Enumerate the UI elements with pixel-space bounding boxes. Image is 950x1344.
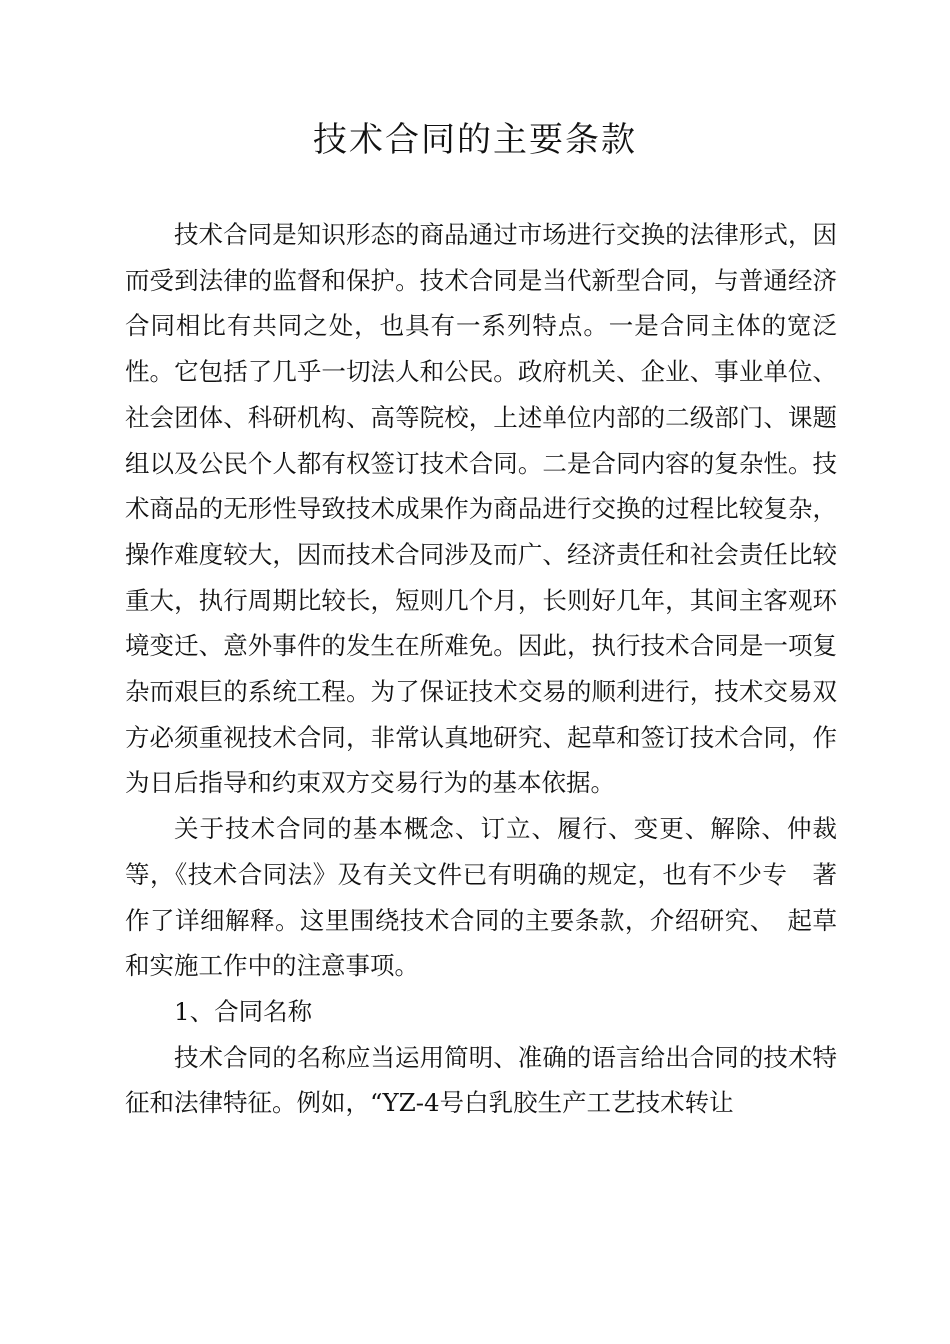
paragraph-contract-name: 技术合同的名称应当运用简明、准确的语言给出合同的技术特征和法律特征。例如，“YZ-4号白乳胶生产工艺技术转让 bbox=[125, 1042, 837, 1118]
page-title: 技术合同的主要条款 bbox=[313, 120, 637, 160]
document-body bbox=[125, 212, 837, 1126]
paragraph-intro: 技术合同是知识形态的商品通过市场进行交换的法律形式，因而受到法律的监督和保护。技术合同是当代新型合同，与普通经济合同相比有共同之处，也具有一系列特点。一是合同主体的宽泛性。它包括了几乎一切法人和公民。政府机关、企业、事业单位、社会团体、科研机构、高等院校，上述单位内部的二级部门、课题组以及公民个人都有权签订技术合同。二是合同内容的复杂性。技术商品的无形性导致技术成果作为商品进行交换的过程比较复杂，操作难度较大，因而技术合同涉及而广、经济责任和社会责任比较重大，执行周期比较长，短则几个月，长则好几年，其间主客观环境变迁、意外事件的发生在所难免。因此，执行技术合同是一项复杂而艰巨的系统工程。为了保证技术交易的顺利进行，技术交易双方必须重视技术合同，非常认真地研究、起草和签订技术合同，作为日后指导和约束双方交易行为的基本依据。 bbox=[125, 220, 837, 798]
section-heading-contract-name: 1、合同名称 bbox=[174, 996, 313, 1026]
paragraph-overview: 关于技术合同的基本概念、订立、履行、变更、解除、仲裁等，《技术合同法》及有关文件已有明确的规定，也有不少专 著作了详细解释。这里围绕技术合同的主要条款，介绍研究、 起草和实施工作中的注意事项。 bbox=[125, 814, 837, 981]
